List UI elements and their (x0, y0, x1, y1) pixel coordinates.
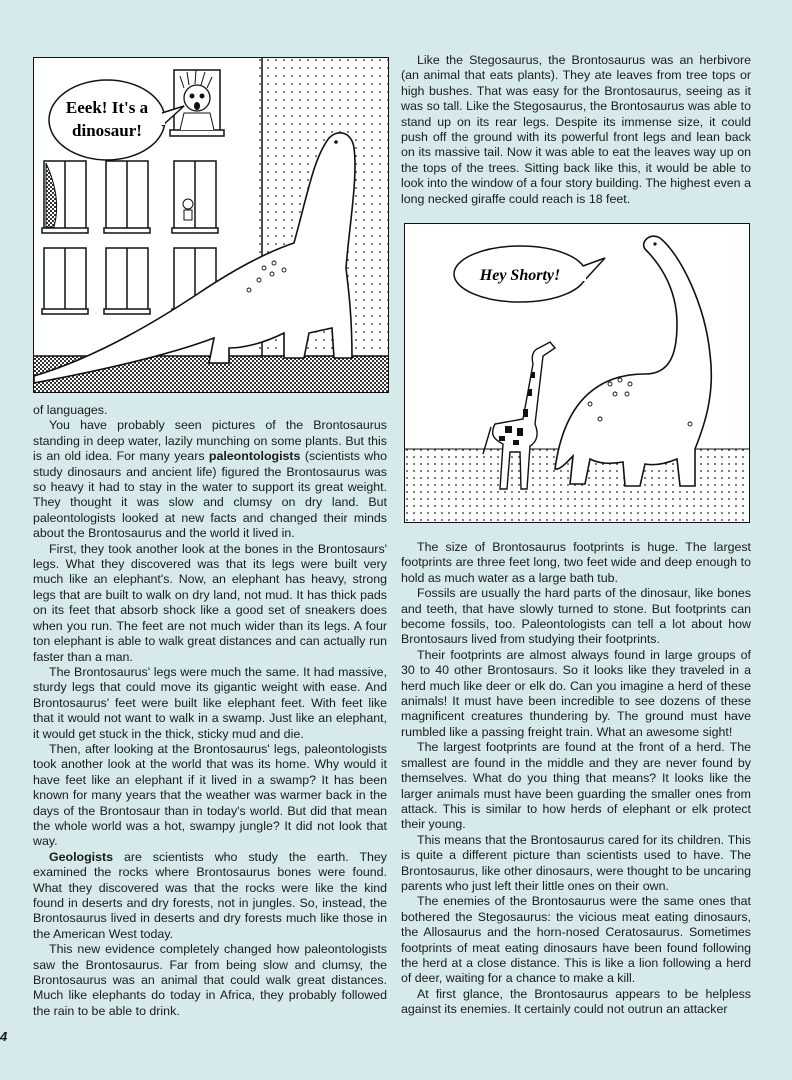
paragraph-largest-footprints: The largest footprints are found at the front of a herd. The smallest are found in the middle and they are never found by themselves. What do you thing that means? It looks like the larger animals must have been guarding the smaller ones from attack. This is similar to how herds of elephant or elk protect their young. (401, 740, 751, 832)
right-column-bottom (401, 540, 751, 1018)
page-number: 4 (0, 1029, 8, 1044)
term-paleontologists: paleontologists (208, 449, 301, 464)
building-dinosaur-illustration (33, 57, 389, 393)
giraffe-dinosaur-illustration (404, 223, 750, 523)
paragraph-world: Then, after looking at the Brontosaurus' legs, paleontologists took another look at the world that was its home. Why would it have feet like an elephant if it lived in a swamp? It has been known for many years that the weather was warmer back in the days of the Brontosaur than in today's world. But did that mean the whole world was a hot, swampy jungle? It did not look that way. (33, 741, 387, 849)
paragraph-massive-legs: The Brontosaurus' legs were much the same. It had massive, sturdy legs that could move its gigantic weight with ease. And Brontosaurus' feet were built like elephant feet. With feet like that it would not want to walk in a swamp. Just like an elephant, it would get stuck in the thick, sticky mud and die. (33, 664, 387, 741)
speech-line-1: Eeek! It's a (65, 98, 149, 117)
paragraph-enemies: The enemies of the Brontosaurus were the same ones that bothered the Stegosaurus: the vicious meat eating dinosaurs, the Allosaurus and the horn-nosed Ceratosaurus. Sometimes footprints of meat eating dinosaurs have been found following the herd at a close distance. This is like a lion following a herd of deer, waiting for a chance to make a kill. (401, 894, 751, 986)
paragraph-geologists: Geologists are scientists who study the earth. They examined the rocks where Brontosaurus bones were found. What they discovered was that the rocks were like the kind found in deserts and dry forests, not in jungles. So, instead, the Brontosaurus lived in deserts and dry forests much like those in the American West today. (33, 849, 387, 941)
paragraph-continuation: of languages. (33, 403, 108, 417)
paragraph-groups: Their footprints are almost always found in large groups of 30 to 40 other Brontosaurs. So it looks like they traveled in a herd much like deer or elk do. Can you imagine a herd of these animals! It must have been incredible to see dozens of these magnificent creatures thundering by. The ground must have rumbled like a passing freight train. What an awesome sight! (401, 647, 751, 739)
paragraph-fossils: Fossils are usually the hard parts of the dinosaur, like bones and teeth, that have slowly turned to stone. But footprints can become fossils, too. Paleontologists can tell a lot about how Brontosaurs lived from studying their footprints. (401, 586, 751, 647)
paragraph-footprint-size: The size of Brontosaurus footprints is huge. The largest footprints are three feet long, two feet wide and deep enough to hold as much water as a large bath tub. (401, 540, 751, 585)
paragraph-first-glance: At first glance, the Brontosaurus appears to be helpless against its enemies. It certainly could not outrun an attacker (401, 986, 751, 1017)
speech-line-2: dinosaur! (72, 121, 142, 140)
paragraph-old-idea: You have probably seen pictures of the Brontosaurus standing in deep water, lazily munching on some plants. But this is an old idea. For many years paleontologists (scientists who study dinosaurs and ancient life) figured the Brontosaurus was so heavy it had to stay in the water to support its great weight. They thought it was slow and clumsy on dry land. But paleontologists looked at new facts and changed their minds about the Brontosaurus and the world it lived in. (33, 418, 387, 541)
term-geologists: Geologists (49, 849, 114, 864)
right-column-top (401, 53, 751, 207)
paragraph-cared: This means that the Brontosaurus cared for its children. This is quite a different picture than scientists used to have. The Brontosaurus, like other dinosaurs, were thought to be uncaring parents who just left their little ones on their own. (401, 832, 751, 893)
paragraph-new-evidence: This new evidence completely changed how paleontologists saw the Brontosaurus. Far from being slow and clumsy, the Brontosaurus was an animal that could walk great distances. Much like elephants do today in Africa, they probably followed the rain to be able to drink. (33, 942, 387, 1018)
left-column (33, 403, 387, 1019)
paragraph-herbivore: Like the Stegosaurus, the Brontosaurus was an herbivore (an animal that eats plants). They ate leaves from tree tops or high bushes. That was easy for the Brontosaurus, seeing as it was so tall. Like the Stegosaurus, the Brontosaurus was able to stand up on its rear legs. Despite its immense size, it could push off the ground with its powerful front legs and lean back on its massive tail. Now it was able to eat the leaves way up on the tops of the trees. Sitting back like this, it would be able to look into the window of a four story building. The highest even a long necked giraffe could reach is 18 feet. (401, 53, 751, 206)
speech-text: Hey Shorty! (479, 267, 561, 284)
paragraph-legs: First, they took another look at the bones in the Brontosaurs' legs. What they discovered was that its legs were built very much like an elephant's. Now, an elephant has heavy, strong legs that are built to walk on dry land, not mud. It has thick pads on its feet that absorb shock like a good set of sneakers does when you run. The feet are not much wider than its legs. A four ton elephant is able to walk great distances and can actually run faster than a man. (33, 541, 387, 664)
